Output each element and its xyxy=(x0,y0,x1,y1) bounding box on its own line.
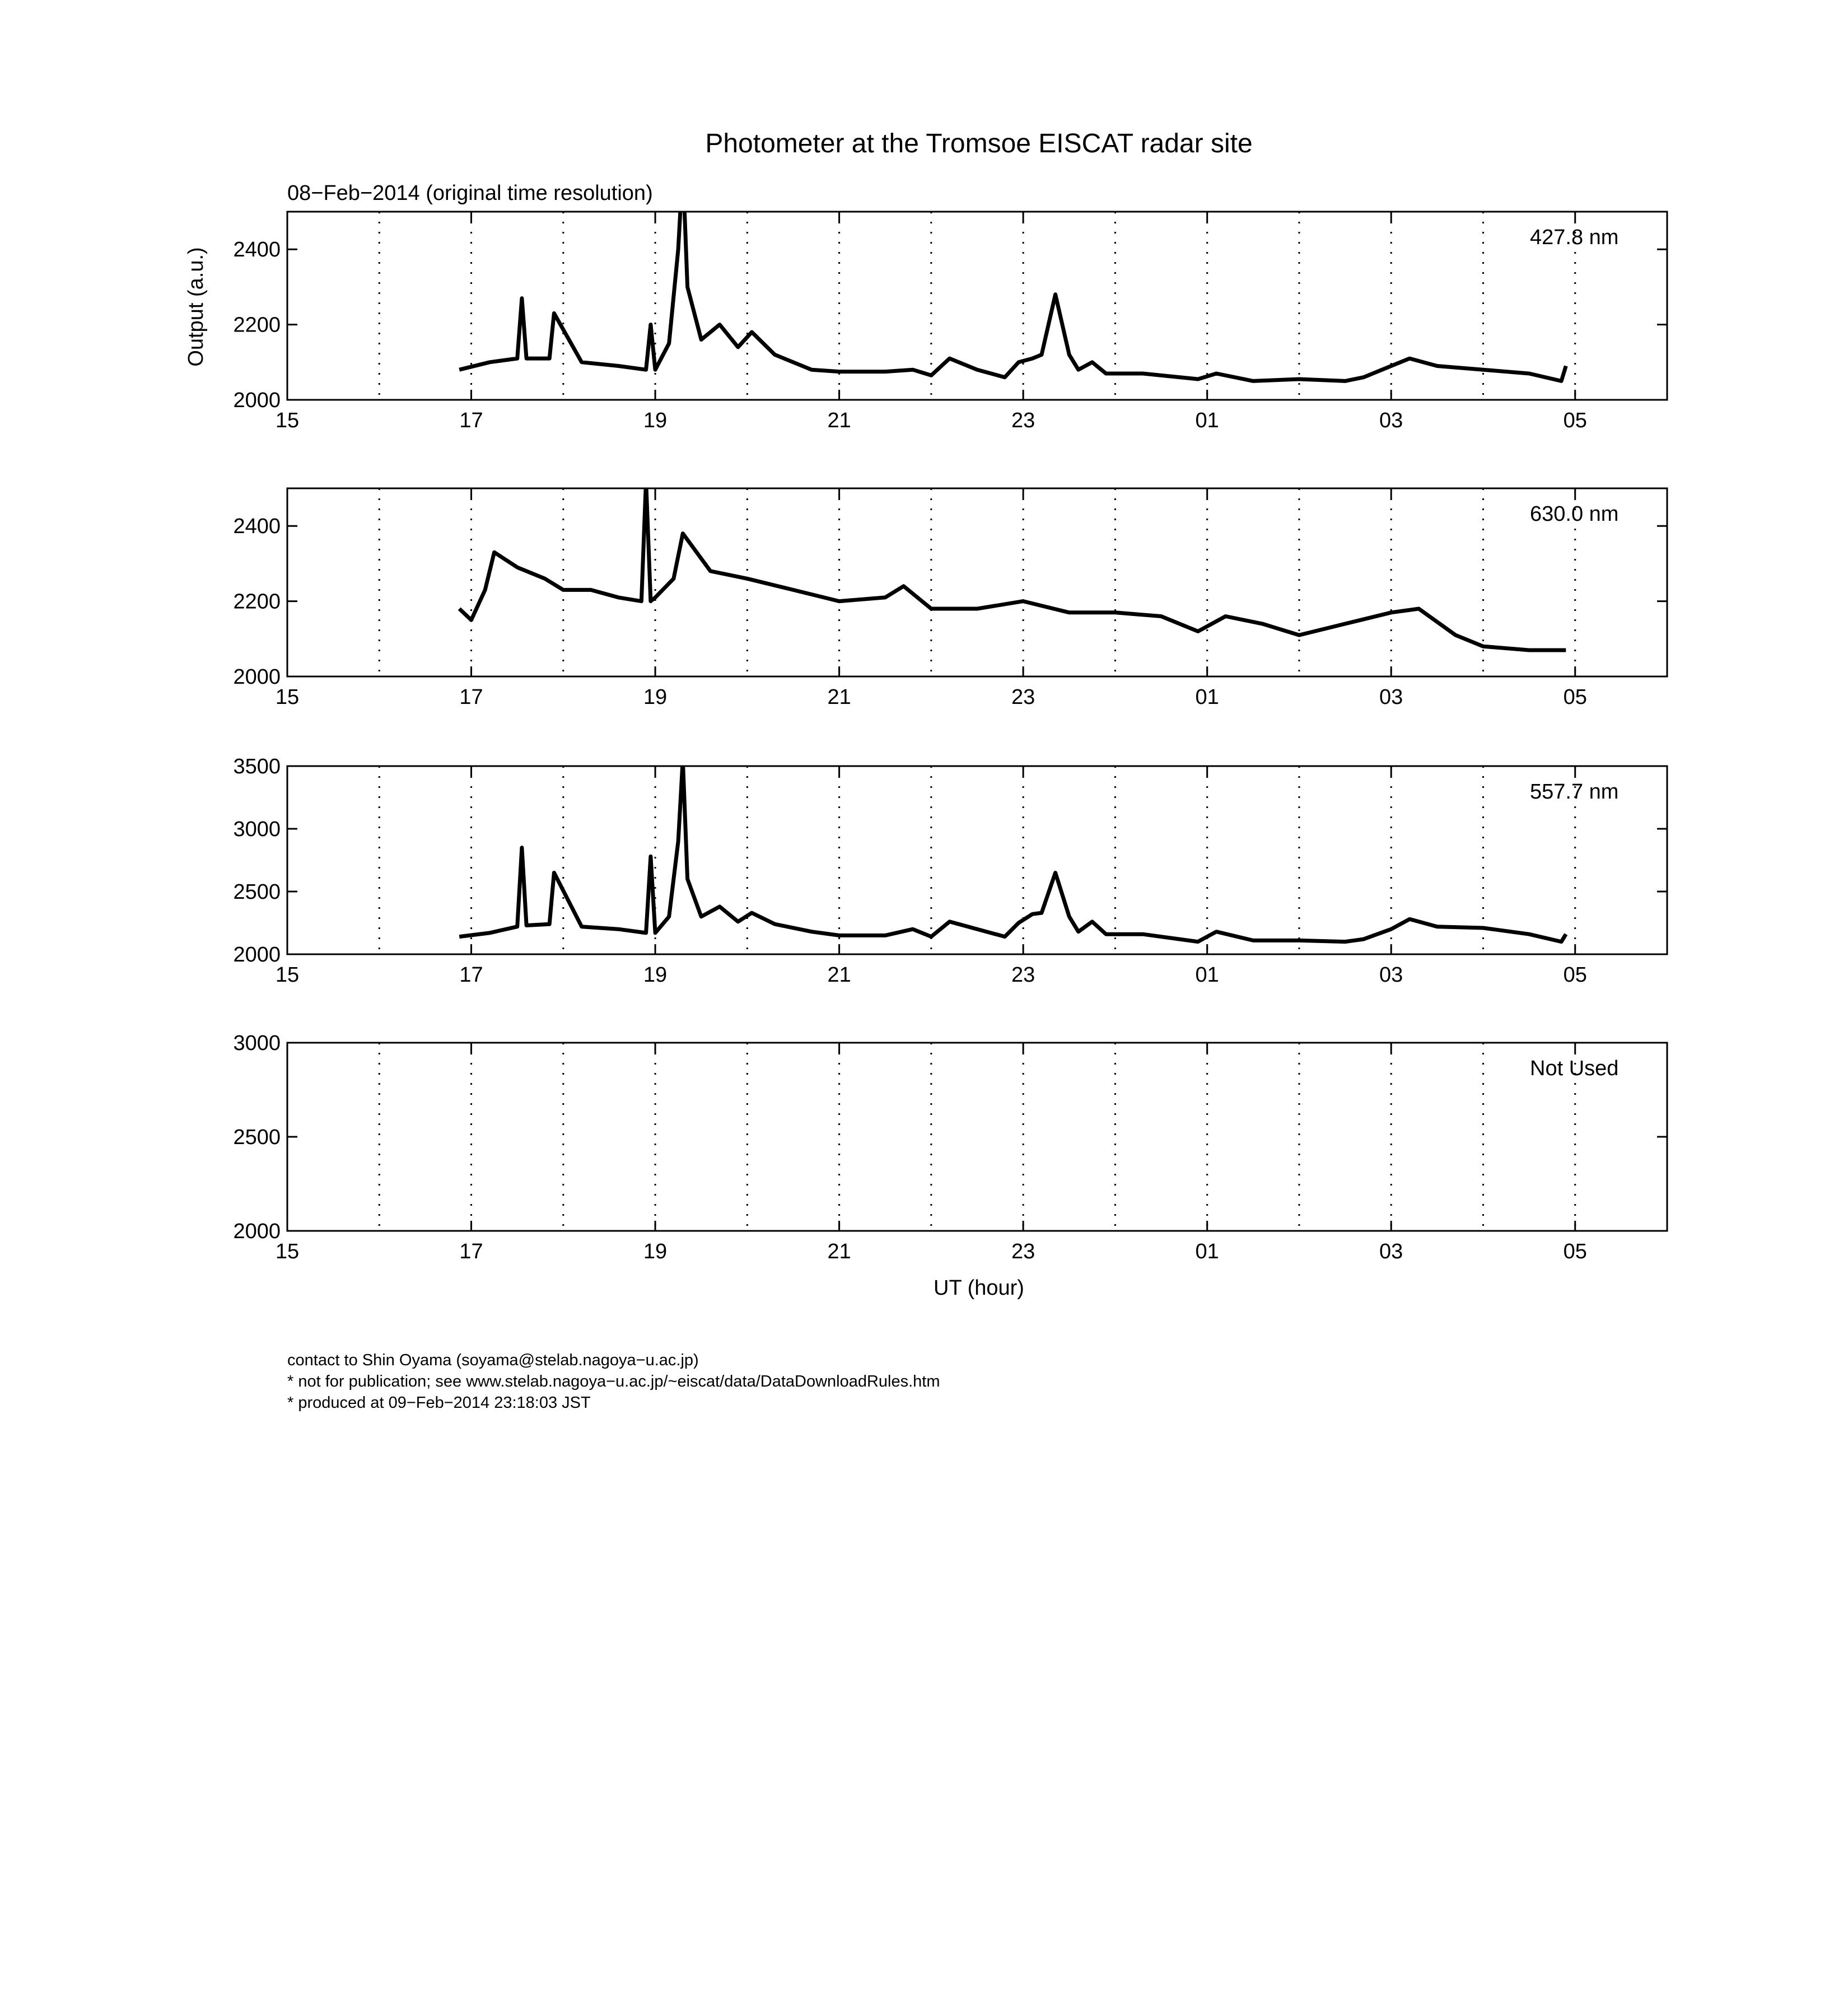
x-tick-label: 19 xyxy=(643,1240,668,1263)
y-tick-label: 3500 xyxy=(233,755,281,778)
y-tick-label: 3000 xyxy=(233,1032,281,1055)
y-tick-label: 2400 xyxy=(233,515,281,539)
x-tick-label: 15 xyxy=(275,1240,300,1263)
footer-publication-note: * not for publication; see www.stelab.nagoya−u.ac.jp/~eiscat/data/DataDownloadRules.htm xyxy=(287,1373,940,1390)
x-tick-label: 19 xyxy=(643,409,668,432)
x-tick-label: 01 xyxy=(1195,409,1219,432)
x-tick-label: 21 xyxy=(827,1240,851,1263)
series-line xyxy=(459,481,1566,650)
x-tick-label: 19 xyxy=(643,685,668,709)
x-tick-label: 15 xyxy=(275,409,300,432)
panel-label: 557.7 nm xyxy=(1530,780,1619,804)
x-tick-label: 15 xyxy=(275,685,300,709)
x-tick-label: 01 xyxy=(1195,685,1219,709)
panel-2 xyxy=(233,481,1667,709)
y-tick-label: 2400 xyxy=(233,238,281,262)
y-tick-label: 2500 xyxy=(233,880,281,904)
x-tick-label: 23 xyxy=(1011,685,1035,709)
x-tick-label: 17 xyxy=(459,963,483,987)
x-tick-label: 19 xyxy=(643,963,668,987)
panel-label: Not Used xyxy=(1530,1057,1619,1080)
x-tick-label: 03 xyxy=(1379,685,1403,709)
panel-4 xyxy=(233,1032,1667,1263)
footer-contact: contact to Shin Oyama (soyama@stelab.nagoya−u.ac.jp) xyxy=(287,1351,699,1369)
chart-panels xyxy=(233,166,1667,1263)
y-tick-label: 2000 xyxy=(233,1220,281,1243)
x-tick-label: 23 xyxy=(1011,963,1035,987)
x-tick-label: 03 xyxy=(1379,409,1403,432)
x-tick-label: 23 xyxy=(1011,1240,1035,1263)
y-tick-label: 2200 xyxy=(233,313,281,337)
plot-frame xyxy=(287,1043,1667,1231)
x-tick-label: 01 xyxy=(1195,963,1219,987)
panel-label: 630.0 nm xyxy=(1530,502,1619,526)
y-tick-label: 2000 xyxy=(233,389,281,412)
x-tick-label: 15 xyxy=(275,963,300,987)
y-tick-label: 2500 xyxy=(233,1126,281,1149)
x-tick-label: 03 xyxy=(1379,1240,1403,1263)
x-tick-label: 01 xyxy=(1195,1240,1219,1263)
footer-produced-note: * produced at 09−Feb−2014 23:18:03 JST xyxy=(287,1394,591,1412)
x-axis-label: UT (hour) xyxy=(934,1276,1024,1300)
x-tick-label: 21 xyxy=(827,409,851,432)
chart-title: Photometer at the Tromsoe EISCAT radar site xyxy=(705,129,1253,158)
x-tick-label: 23 xyxy=(1011,409,1035,432)
y-tick-label: 2000 xyxy=(233,665,281,689)
series-line xyxy=(459,760,1566,942)
y-tick-label: 2200 xyxy=(233,590,281,614)
plot-frame xyxy=(287,488,1667,676)
chart-subtitle: 08−Feb−2014 (original time resolution) xyxy=(287,181,653,205)
y-tick-label: 3000 xyxy=(233,818,281,841)
x-tick-label: 21 xyxy=(827,963,851,987)
y-tick-label: 2000 xyxy=(233,943,281,967)
x-tick-label: 05 xyxy=(1563,1240,1587,1263)
x-tick-label: 17 xyxy=(459,1240,483,1263)
x-tick-label: 05 xyxy=(1563,685,1587,709)
x-tick-label: 03 xyxy=(1379,963,1403,987)
panel-label: 427.8 nm xyxy=(1530,226,1619,249)
panel-3 xyxy=(233,755,1667,987)
x-tick-label: 05 xyxy=(1563,963,1587,987)
x-tick-label: 17 xyxy=(459,685,483,709)
panel-1 xyxy=(233,166,1667,432)
y-axis-label: Output (a.u.) xyxy=(184,247,208,367)
x-tick-label: 05 xyxy=(1563,409,1587,432)
footer-notes xyxy=(287,1350,940,1413)
x-tick-label: 17 xyxy=(459,409,483,432)
x-tick-label: 21 xyxy=(827,685,851,709)
